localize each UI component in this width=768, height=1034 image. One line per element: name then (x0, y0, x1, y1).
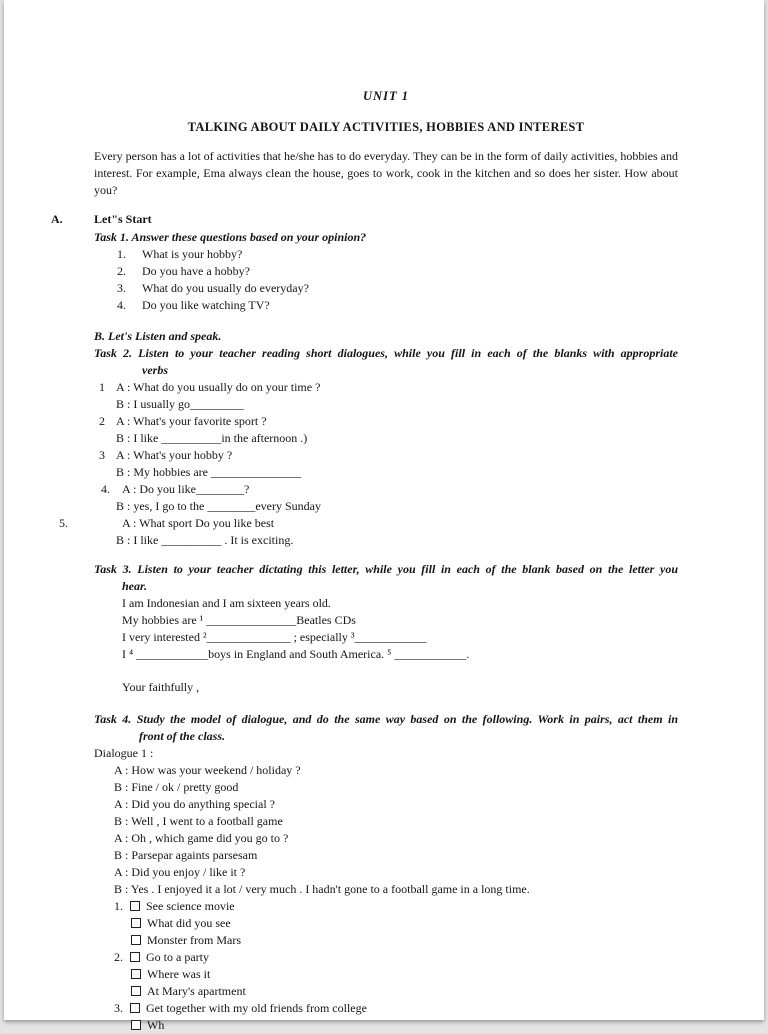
sub-option (131, 966, 678, 983)
model-dialogue-line: B : Fine / ok / pretty good (114, 780, 239, 794)
dialogue-line-a (101, 481, 678, 498)
checkbox-icon (130, 901, 140, 911)
question-number: 2. (117, 264, 126, 278)
model-dialogue-line: B : Parsepar againts parsesam (114, 848, 258, 862)
model-dialogue-line: A : Oh , which game did you go to ? (114, 831, 289, 845)
exchange-number: 1 (99, 380, 105, 394)
dialogue-line-b: B : My hobbies are _______________ (116, 465, 301, 479)
question-item (117, 263, 678, 280)
option-group (114, 1000, 678, 1017)
checkbox-icon (131, 969, 141, 979)
dialogue-text: A : Do you like________? (122, 482, 250, 496)
model-dialogue-line: A : How was your weekend / holiday ? (114, 763, 301, 777)
unit-title: UNIT 1 (363, 89, 409, 103)
dialogue-text: A : What sport Do you like best (122, 516, 275, 530)
dialogue-line-a (99, 379, 678, 396)
question-text: Do you have a hobby? (142, 264, 250, 278)
closing-line: Your faithfully , (122, 680, 200, 694)
option-text: At Mary's apartment (147, 984, 246, 998)
dialogue-line-b: B : I like __________ . It is exciting. (116, 533, 294, 547)
sub-option (131, 983, 678, 1000)
task2-heading: Task 2. Listen to your teacher reading short dialogues, while you fill in each of the blanks with appropriate (94, 346, 678, 360)
option-group (114, 898, 678, 915)
dialogue1-label: Dialogue 1 : (94, 746, 154, 760)
letter-line: I ⁴ ____________boys in England and South America. ⁵ ____________. (122, 647, 470, 661)
task2-heading-cont: verbs (142, 363, 168, 377)
checkbox-icon (131, 1020, 141, 1030)
question-item (117, 280, 678, 297)
task3-heading-cont: hear. (122, 579, 148, 593)
task4-heading-cont: front of the class. (139, 729, 226, 743)
task4-heading: Task 4. Study the model of dialogue, and do the same way based on the following. Work in pairs, act them in (94, 712, 678, 726)
sub-option (131, 932, 678, 949)
partial-line (131, 1017, 678, 1034)
option-group-number: 1. (114, 899, 123, 913)
dialogue-text: A : What's your hobby ? (116, 448, 233, 462)
checkbox-icon (131, 918, 141, 928)
question-number: 1. (117, 247, 126, 261)
document-title: TALKING ABOUT DAILY ACTIVITIES, HOBBIES AND INTEREST (187, 120, 585, 134)
letter-line: I very interested ²______________ ; especially ³____________ (122, 630, 427, 644)
question-text: Do you like watching TV? (142, 298, 270, 312)
dialogue-text: A : What do you usually do on your time ? (116, 380, 321, 394)
section-a-marker: A. (51, 212, 63, 226)
option-text: Go to a party (146, 950, 209, 964)
sub-option (131, 915, 678, 932)
task3-heading: Task 3. Listen to your teacher dictating this letter, while you fill in each of the blank based on the letter you (94, 562, 678, 576)
option-text: Get together with my old friends from college (146, 1001, 367, 1015)
model-dialogue-line: B : Yes . I enjoyed it a lot / very much . I hadn't gone to a football game in a long time. (114, 882, 530, 896)
model-dialogue-line: B : Well , I went to a football game (114, 814, 283, 828)
checkbox-icon (131, 986, 141, 996)
exchange-number: 3 (99, 448, 105, 462)
checkbox-icon (130, 1003, 140, 1013)
task1-heading: Task 1. Answer these questions based on your opinion? (94, 230, 367, 244)
option-text: Where was it (147, 967, 211, 981)
question-number: 4. (117, 298, 126, 312)
question-number: 3. (117, 281, 126, 295)
dialogue-line-a (99, 447, 678, 464)
option-group-number: 2. (114, 950, 123, 964)
section-a-title: Let"s Start (94, 212, 152, 226)
question-item (117, 246, 678, 263)
model-dialogue-line: A : Did you do anything special ? (114, 797, 275, 811)
checkbox-icon (131, 935, 141, 945)
option-text: Wh (147, 1018, 165, 1032)
page-content (4, 0, 764, 1034)
exchange-number: 5. (59, 516, 68, 530)
exchange-number: 2 (99, 414, 105, 428)
dialogue-line-b: B : I usually go_________ (116, 397, 244, 411)
question-item (117, 297, 678, 314)
dialogue-line-b: B : I like __________in the afternoon .) (116, 431, 308, 445)
section-a-heading (51, 211, 678, 228)
letter-line: I am Indonesian and I am sixteen years old. (122, 596, 331, 610)
option-text: Monster from Mars (147, 933, 241, 947)
intro-paragraph: Every person has a lot of activities that he/she has to do everyday. They can be in the form of daily activities, hobbies and interest. For example, Ema always clean the house, goes to work, cook in the kitchen and so does her sister. How about you? (94, 149, 678, 197)
document-page (4, 0, 764, 1032)
checkbox-icon (130, 952, 140, 962)
dialogue-line-a (59, 515, 678, 532)
section-b-heading: B. Let's Listen and speak. (94, 329, 222, 343)
model-dialogue-line: A : Did you enjoy / like it ? (114, 865, 246, 879)
option-group-number: 3. (114, 1001, 123, 1015)
dialogue-line-b: B : yes, I go to the ________every Sunday (116, 499, 321, 513)
dialogue-text: A : What's your favorite sport ? (116, 414, 267, 428)
question-text: What do you usually do everyday? (142, 281, 309, 295)
letter-line: My hobbies are ¹ _______________Beatles CDs (122, 613, 356, 627)
dialogue-line-a (99, 413, 678, 430)
option-text: What did you see (147, 916, 231, 930)
option-group (114, 949, 678, 966)
question-text: What is your hobby? (142, 247, 243, 261)
option-text: See science movie (146, 899, 235, 913)
exchange-number: 4. (101, 482, 110, 496)
